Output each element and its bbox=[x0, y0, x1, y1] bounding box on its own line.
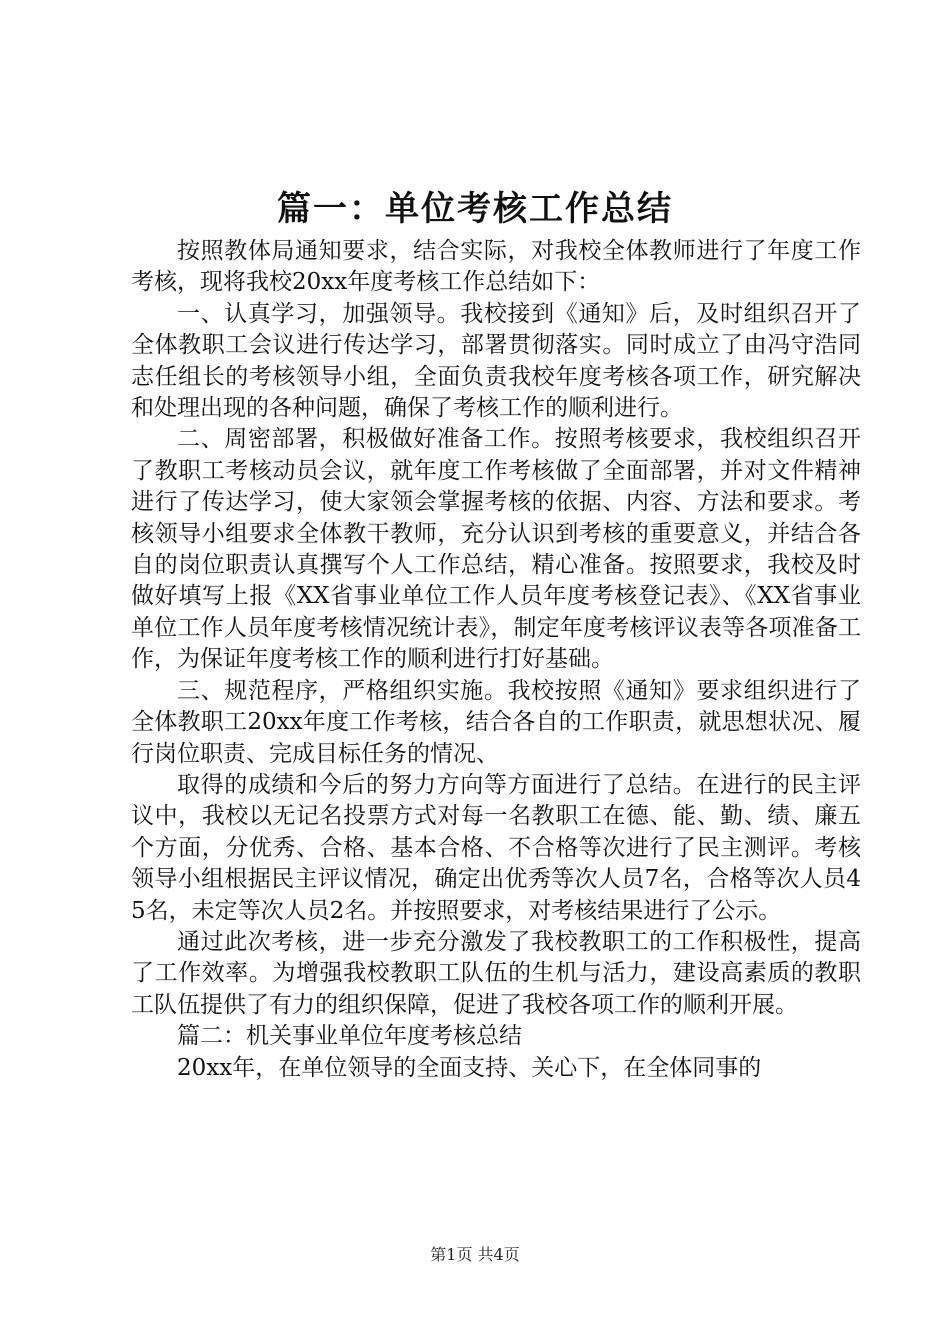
page-footer: 第1页 共4页 bbox=[430, 1245, 520, 1264]
paragraph-conclusion: 通过此次考核，进一步充分激发了我校教职工的工作积极性，提高了工作效率。为增强我校教职工队伍的生机与活力，建设高素质的教职工队伍提供了有力的组织保障，促进了我校各项工作的顺利开展。 bbox=[131, 928, 861, 1018]
document-body bbox=[131, 236, 861, 1084]
document-title: 篇一：单位考核工作总结 bbox=[277, 189, 673, 229]
paragraph-section-2: 二、周密部署，积极做好准备工作。按照考核要求，我校组织召开了教职工考核动员会议，就年度工作考核做了全面部署，并对文件精神进行了传达学习，使大家领会掌握考核的依据、内容、方法和要求。考核领导小组要求全体教干教师，充分认识到考核的重要意义，并结合各自的岗位职责认真撰写个人工作总结，精心准备。按照要求，我校及时做好填写上报《XX省事业单位工作人员年度考核登记表》、《XX省事业单位工作人员年度考核情况统计表》，制定年度考核评议表等各项准备工作，为保证年度考核工作的顺利进行打好基础。 bbox=[131, 426, 861, 673]
paragraph-section-1: 一、认真学习，加强领导。我校接到《通知》后，及时组织召开了全体教职工会议进行传达学习，部署贯彻落实。同时成立了由冯守浩同志任组长的考核领导小组，全面负责我校年度考核各项工作，研究解决和处理出现的各种问题，确保了考核工作的顺利进行。 bbox=[131, 300, 861, 422]
paragraph-section-3: 三、规范程序，严格组织实施。我校按照《通知》要求组织进行了全体教职工20xx年度工作考核，结合各自的工作职责，就思想状况、履行岗位职责、完成目标任务的情况、 bbox=[131, 677, 861, 767]
heading-part-two: 篇二：机关事业单位年度考核总结 bbox=[177, 1023, 522, 1050]
paragraph-section-3-continued: 取得的成绩和今后的努力方向等方面进行了总结。在进行的民主评议中，我校以无记名投票方式对每一名教职工在德、能、勤、绩、廉五个方面，分优秀、合格、基本合格、不合格等次进行了民主测评。考核领导小组根据民主评议情况，确定出优秀等次人员7名，合格等次人员45名，未定等次人员2名。并按照要求，对考核结果进行了公示。 bbox=[131, 771, 861, 924]
paragraph-intro: 按照教体局通知要求，结合实际，对我校全体教师进行了年度工作考核，现将我校20xx年度考核工作总结如下： bbox=[131, 238, 861, 296]
paragraph-part-two-start: 20xx年，在单位领导的全面支持、关心下，在全体同事的 bbox=[177, 1054, 762, 1081]
